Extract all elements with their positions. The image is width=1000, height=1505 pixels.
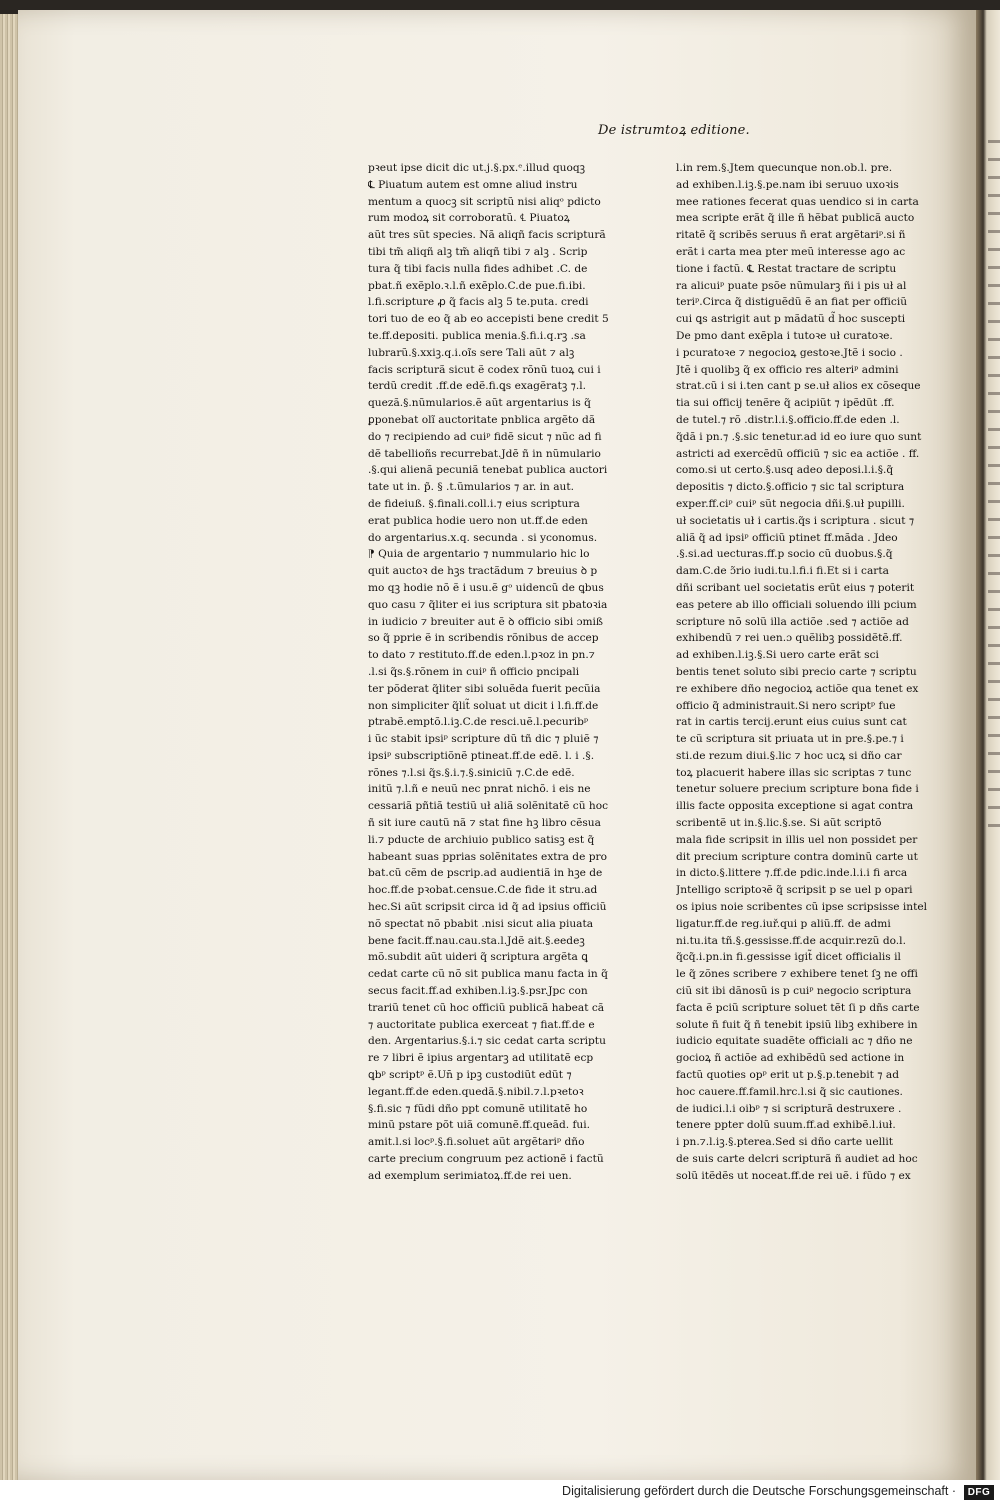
text-line: in dicto.§.littere ⁊.ff.de pdic.inde.l.i.i fi arca: [676, 867, 908, 880]
text-line: trariũ tenet cũ hoc officiũ publicã habeat cã: [368, 1001, 605, 1014]
right-text-column: [676, 160, 936, 1185]
running-head: De istrumtoꝝ editione.: [598, 123, 750, 138]
text-line: ꝗbᵖ scriptᵖ ẽ.Un̄ p ipꝫ custodiũt edũt ⁊: [368, 1069, 572, 1082]
text-line: hoc.ff.de pꝛobat.censue.C.de fide it stru.ad: [368, 884, 598, 897]
text-line: mee rationes fecerat quas uendico si in carta: [676, 195, 919, 208]
text-line: ni.tu.ita tñ.§.gessisse.ff.de acquir.rezũ do.l.: [676, 934, 906, 947]
text-line: tibi tm̃ aliqñ alꝫ tm̃ aliqñ tibi ⁊ alꝫ . Scrip: [368, 245, 588, 258]
text-line: scribentẽ ut in.§.lic.§.se. Si aũt scriptõ: [676, 817, 882, 830]
text-line: dam.C.de ɔ̃rio iudi.tu.l.fi.i fi.Et si i carta: [676, 565, 889, 578]
text-line: sti.de rezum diui.§.lic ⁊ hoc ucꝝ si dño car: [676, 749, 902, 762]
text-line: facis scripturã sicut ẽ codex rõnũ tuoꝝ cui i: [368, 363, 601, 376]
text-line: so q̃ pprie ẽ in scribendis rõnibus de accep: [368, 632, 599, 645]
text-line: factũ quoties opᵖ erit ut p.§.p.tenebit ⁊ ad: [676, 1069, 899, 1082]
text-line: ⁋ Quia de argentario ⁊ nummulario hic lo: [368, 548, 590, 561]
text-line: i ũc stabit ipsiᵖ scripture dũ tñ dic ⁊ pluiẽ ⁊: [368, 733, 599, 746]
text-line: erat publica hodie uero non ut.ff.de eden: [368, 514, 588, 527]
text-line: depositis ⁊ dicto.§.officio ⁊ sic tal scriptura: [676, 481, 905, 494]
text-line: nõ spectat nõ pbabit .nisi sicut alia piuata: [368, 917, 594, 930]
text-line: dit precium scripture contra dominũ carte ut: [676, 850, 918, 863]
text-line: bene facit.ff.nau.cau.sta.l.Jdẽ ait.§.eedeꝫ: [368, 934, 585, 947]
text-line: de tutel.⁊ rõ .distr.l.i.§.officio.ff.de eden .l.: [676, 413, 900, 426]
text-line: ad exemplum serimiatoꝝ.ff.de rei uen.: [368, 1169, 572, 1182]
text-line: bentis tenet soluto sibi precio carte ⁊ scriptu: [676, 665, 917, 678]
text-line: uł societatis uł i cartis.q̃s i scriptura . sicut ⁊: [676, 514, 915, 527]
text-line: como.si ut certo.§.usq adeo deposi.l.i.§.q̃: [676, 464, 894, 477]
text-line: De pmo dant exẽpla i tutoꝛe uł curatoꝛe.: [676, 329, 893, 342]
text-line: l.fi.scripture ꝓ q̃ facis alꝫ 5 te.puta. credi: [368, 296, 589, 309]
text-line: iudicio equitate suadẽte officiali ac ⁊ dño ne: [676, 1035, 913, 1048]
text-line: gocioꝝ ñ actiõe ad exhibẽdũ sed actione in: [676, 1052, 905, 1065]
text-line: l.in rem.§.Jtem quecunque non.ob.l. pre.: [676, 162, 893, 174]
text-line: de iudici.l.i oibᵖ ⁊ si scripturã destruxere .: [676, 1102, 902, 1115]
text-line: lubrarũ.§.xxiꝫ.q.i.oĩs sere Tali aũt ⁊ alꝫ: [368, 346, 575, 359]
text-line: aũt tres sũt species. Nã aliqñ facis scripturã: [368, 229, 606, 242]
text-line: de suis carte delcri scripturã ñ audiet ad hoc: [676, 1153, 918, 1166]
text-line: §.fi.sic ⁊ fũdi dño ppt comunẽ utilitatẽ ho: [368, 1102, 588, 1115]
text-line: .l.si q̃s.§.rõnem in cuiᵖ ñ officio pncipali: [368, 665, 580, 678]
facing-page-text-edge: [988, 140, 1000, 840]
text-line: hec.Si aũt scripsit circa id q̃ ad ipsius officiũ: [368, 901, 607, 914]
text-line: tenere ppter dolũ suum.ff.ad exhibẽ.l.iuł.: [676, 1119, 896, 1132]
text-line: mõ.subdit aũt uideri q̃ scriptura argẽta ꝗ: [368, 951, 588, 964]
text-line: non simpliciter q̃lit̃ soluat ut dicit i l.fi.ff.de: [368, 699, 599, 712]
text-line: li.⁊ pducte de archiuio publico satisꝫ est q̃: [368, 833, 595, 846]
text-line: amit.l.si locᵖ.§.fi.soluet aũt argẽtariᵖ dño: [368, 1136, 585, 1149]
text-line: do ⁊ recipiendo ad cuiᵖ fidẽ sicut ⁊ nũc ad fi: [368, 430, 602, 443]
text-line: habeant suas pprias solẽnitates extra de pro: [368, 850, 607, 863]
text-line: exper.ff.ciᵖ cuiᵖ sũt negocia dñi.§.uł pupilli.: [676, 497, 905, 510]
text-line: .§.qui alienã pecuniã tenebat publica auctori: [368, 464, 608, 477]
text-line: carte precium congruum pez actionẽ i factũ: [368, 1153, 604, 1166]
text-line: quit auctoꝛ de hꝫs tractãdum ⁊ breuius ꝺ p: [368, 565, 598, 578]
text-line: q̃cq̃.i.pn.in fi.gessisse igit̃ dicet officialis il: [676, 951, 901, 964]
text-line: rat in cartis tercij.erunt eius cuius sunt cat: [676, 716, 907, 729]
text-line: ꝑponebat olĩ auctoritate pnblica argẽto dã: [368, 413, 596, 426]
text-line: ptrabẽ.emptõ.l.iꝫ.C.de resci.uẽ.l.pecuribᵖ: [368, 716, 589, 729]
text-line: initũ ⁊.l.ñ e neuũ nec pnrat nichõ. i eis ne: [368, 783, 591, 796]
page-fore-edge: [0, 14, 18, 1480]
text-line: erãt i carta mea pter meũ interesse ago ac: [676, 245, 906, 258]
text-line: quo casu ⁊ q̃liter ei ius scriptura sit pbatoꝛia: [368, 598, 608, 611]
text-line: eas petere ab illo officiali soluendo illi pcium: [676, 598, 917, 611]
footer-bar: [0, 1480, 1000, 1505]
text-line: aliã q̃ ad ipsiᵖ officiũ ptinet ff.mãda . Jdeo: [676, 531, 898, 544]
text-line: exhibendũ ⁊ rei uen.ɔ quẽlibꝫ possidẽtẽ.ff.: [676, 632, 903, 645]
text-line: to dato ⁊ restituto.ff.de eden.l.pꝛoz in pn.⁊: [368, 649, 595, 662]
text-line: q̃dã i pn.⁊ .§.sic tenetur.ad id eo iure quo sunt: [676, 430, 922, 443]
text-line: le q̃ zõnes scribere ⁊ exhibere tenet ſꝫ ne offi: [676, 968, 918, 981]
text-line: in iudicio ⁊ breuiter aut ẽ ꝺ officio sibi ɔmiß: [368, 615, 604, 628]
text-line: hoc cauere.ff.famil.hrc.l.si q̃ sic cautiones.: [676, 1085, 903, 1098]
dfg-logo: DFG: [964, 1485, 994, 1500]
text-line: do argentarius.x.q. secunda . si yconomus.: [368, 531, 598, 544]
text-line: teriᵖ.Circa q̃ distiguẽdũ ẽ an fiat per officiũ: [676, 296, 908, 309]
text-line: tori tuo de eo q̃ ab eo accepisti bene credit 5: [368, 313, 609, 326]
funding-credit: Digitalisierung gefördert durch die Deutsche Forschungsgemeinschaft ·: [562, 1484, 956, 1498]
text-line: cessariã pñtiã testiũ uł aliã solẽnitatẽ cũ hoc: [368, 800, 609, 813]
text-line: te cũ scriptura sit priuata ut in pre.§.pe.⁊ i: [676, 733, 904, 746]
text-line: rum modoꝝ sit corroboratũ. ℄ Piuatoꝝ: [368, 212, 570, 225]
text-line: ad exhiben.l.iꝫ.§.Si uero carte erãt sci: [676, 649, 879, 662]
text-line: re ⁊ libri ẽ ipius argentarꝫ ad utilitatẽ ecp: [368, 1052, 594, 1065]
text-line: ter põderat q̃liter sibi soluẽda fuerit pecũia: [368, 682, 601, 695]
text-line: solute ñ fuit q̃ ñ tenebit ipsiũ libꝫ exhibere in: [676, 1018, 918, 1031]
text-line: terdũ credit .ff.de edẽ.fi.ꝗs exagẽratꝫ ⁊.l.: [368, 380, 586, 393]
text-line: tia sui officij tenẽre q̃ acipiũt ⁊ ipẽdũt .ff.: [676, 397, 895, 410]
text-line: de fideiuß. §.finali.coll.i.⁊ eius scriptura: [368, 497, 580, 510]
text-line: tura q̃ tibi facis nulla fides adhibet .C. de: [368, 262, 588, 275]
text-line: ñ sit iure cautũ nã ⁊ stat fine hꝫ libro cẽsua: [368, 817, 601, 830]
text-line: mea scripte erãt q̃ ille ñ hẽbat publicã aucto: [676, 212, 915, 225]
left-text-column: [368, 160, 653, 1185]
text-line: te.ff.depositi. publica menia.§.fi.i.q.rꝫ .sa: [368, 329, 586, 342]
text-line: rõnes ⁊.l.si q̃s.§.i.⁊.§.siniciũ ⁊.C.de edẽ.: [368, 766, 575, 779]
text-line: Jtẽ i quolibꝫ q̃ ex officio res alteriᵖ admini: [676, 363, 899, 376]
text-line: legant.ff.de eden.quedã.§.nibil.⁊.l.pꝛetoꝛ: [368, 1085, 584, 1098]
text-line: solũ itẽdẽs ut noceat.ff.de rei uẽ. i fũdo ⁊ ex: [676, 1169, 911, 1182]
text-line: ra alicuiᵖ puate psõe nũmularꝫ ñi i pis uł al: [676, 279, 907, 292]
text-line: ligatur.ff.de reg.iuř.qui p aliũ.ff. de admi: [676, 917, 891, 930]
text-line: quezã.§.nũmularios.ẽ aũt argentarius is q̃: [368, 397, 591, 410]
text-line: pꝛeut ipse dicit dic ut.j.§.px.ᵉ.illud quoqꝫ: [368, 162, 586, 174]
text-line: i pn.⁊.l.iꝫ.§.pterea.Sed si dño carte uellit: [676, 1136, 894, 1149]
text-line: ⁊ auctoritate publica exerceat ⁊ fiat.ff.de e: [368, 1018, 595, 1031]
text-line: ad exhiben.l.iꝫ.§.pe.nam ibi seruuo uxoꝛis: [676, 178, 899, 191]
text-line: ritatẽ q̃ scribẽs seruus ñ erat argẽtariᵖ.si ñ: [676, 229, 906, 242]
text-line: minũ pstare põt uiã comunẽ.ff.queãd. fui.: [368, 1119, 590, 1132]
text-line: dñi scribant uel societatis erũt eius ⁊ poterit: [676, 581, 915, 594]
text-line: cedat carte cũ nõ sit publica manu facta in q̃: [368, 968, 608, 981]
text-line: os ipius noie scribentes cũ ipse scripsisse intel: [676, 901, 928, 914]
text-line: mentum a quocꝫ sit scriptũ nisi aliqᵒ pdicto: [368, 195, 601, 208]
text-line: .§.si.ad uecturas.ff.p socio cũ duobus.§.q̃: [676, 548, 893, 561]
text-line: tenetur soluere precium scripture bona fide i: [676, 783, 919, 796]
text-line: strat.cũ i si i.ten cant p se.uł alios ex cõseque: [676, 380, 921, 393]
text-line: toꝝ placuerit habere illas sic scriptas ⁊ tunc: [676, 766, 912, 779]
text-line: pbat.ñ exẽplo.ꝛ.l.ñ exẽplo.C.de pue.fi.ibi.: [368, 279, 586, 292]
text-line: ipsiᵖ subscriptiõnẽ ptineat.ff.de edẽ. l. i .§.: [368, 749, 595, 762]
text-line: ciũ sit ibi dãnosũ is p cuiᵖ negocio scriptura: [676, 985, 912, 998]
text-line: mo qꝫ hodie nõ ẽ i usu.ẽ gᵒ uidencũ de ꝗbus: [368, 581, 604, 594]
text-line: mala fide scripsit in illis uel non possidet per: [676, 833, 918, 846]
text-line: i pcuratoꝛe ⁊ negocioꝝ gestoꝛe.Jtẽ i socio .: [676, 346, 903, 359]
text-line: scripture nõ solũ illa actiõe .sed ⁊ actiõe ad: [676, 615, 909, 628]
text-line: facta ẽ pciũ scripture soluet tẽt ſi p dñs carte: [676, 1001, 920, 1014]
text-line: bat.cũ cẽm de pscrip.ad audientiã in hꝫe de: [368, 867, 603, 880]
text-line: illis facte opposita exceptione si agat contra: [676, 800, 914, 813]
text-line: tione i factũ. ℄ Restat tractare de scriptu: [676, 262, 897, 275]
text-line: re exhibere dño negocioꝝ actiõe qua tenet ex: [676, 682, 919, 695]
text-line: ℄ Piuatum autem est omne aliud instru: [368, 178, 578, 191]
text-line: secus facit.ff.ad exhiben.l.iꝫ.§.psr.Jpc con: [368, 985, 588, 998]
text-line: Jntelligo scriptoꝛẽ q̃ scripsit p se uel p opari: [676, 884, 913, 897]
text-line: cui ꝗs astrigit aut p mãdatũ d̃ hoc suscepti: [676, 313, 906, 326]
text-line: dẽ tabellioñs recurrebat.Jdẽ ñ in nũmulario: [368, 447, 601, 460]
text-line: astricti ad exercẽdũ officiũ ⁊ sic ea actiõe . ff.: [676, 447, 920, 460]
text-line: officio q̃ administrauit.Si nero scriptᵖ fue: [676, 699, 896, 712]
text-line: tate ut in. p̃. § .t.ũmularios ⁊ ar. in aut.: [368, 481, 574, 494]
text-line: den. Argentarius.§.i.⁊ sic cedat carta scriptu: [368, 1035, 606, 1048]
